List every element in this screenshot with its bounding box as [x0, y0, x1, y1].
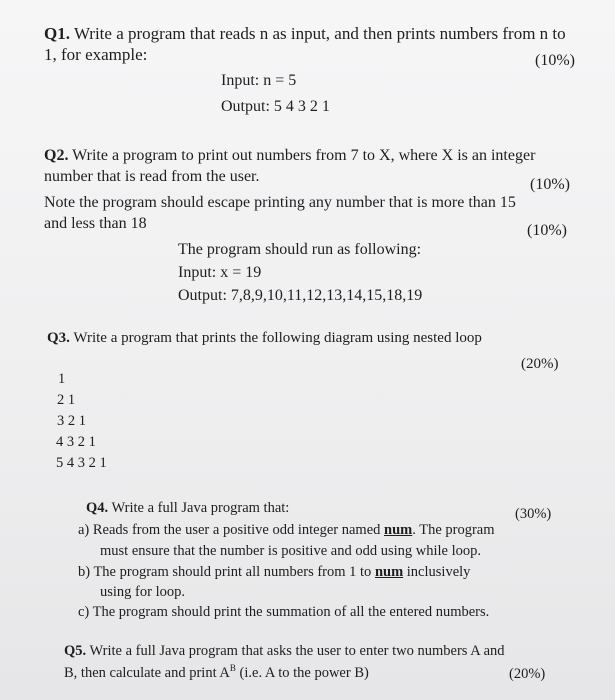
q2-number: Q2. — [44, 147, 69, 164]
q4-a-var: num — [384, 522, 413, 538]
q1-number: Q1. — [44, 24, 70, 43]
q4-line1 — [86, 500, 289, 517]
q2-output: Output: 7,8,9,10,11,12,13,14,15,18,19 — [178, 287, 423, 304]
q1-percent: (10%) — [535, 52, 575, 69]
q4-b-var: num — [374, 564, 404, 580]
q4-a-text-end: . The program — [412, 522, 495, 538]
q5-line1 — [64, 643, 505, 660]
q5-text: Write a full Java program that asks the user to enter two numbers A and — [89, 643, 505, 659]
q3-line1 — [47, 330, 482, 347]
diagram-row-1: 1 — [58, 371, 66, 387]
q1-text: Write a program that reads n as input, and then prints numbers from n to — [73, 24, 566, 43]
q2-text: Write a program to print out numbers from 7 to X, where X is an integer — [72, 147, 536, 164]
diagram-row-3: 3 2 1 — [57, 413, 86, 429]
q1-line1 — [44, 24, 566, 44]
q4-item-b-line1 — [78, 564, 470, 581]
q5-exponent: B — [229, 663, 236, 673]
q5-text-3: (i.e. A to the power B) — [235, 664, 369, 681]
q3-number: Q3. — [47, 330, 70, 346]
q2-note-line1: Note the program should escape printing any number that is more than 15 — [44, 194, 516, 211]
q2-line1 — [44, 147, 535, 165]
q5-number: Q5. — [64, 643, 87, 659]
diagram-row-2: 2 1 — [57, 392, 76, 408]
q4-item-a-line1 — [78, 522, 495, 539]
q1-input: Input: n = 5 — [221, 72, 297, 89]
diagram-row-5: 5 4 3 2 1 — [56, 455, 107, 471]
q1-output: Output: 5 4 3 2 1 — [221, 98, 330, 115]
q4-number: Q4. — [86, 500, 109, 516]
q1-line2: 1, for example: — [44, 45, 148, 64]
q3-percent: (20%) — [521, 356, 559, 372]
q4-item-a-line2: must ensure that the number is positive and odd using while loop. — [100, 543, 481, 559]
q2-input: Input: x = 19 — [178, 264, 262, 281]
q3-text: Write a program that prints the following diagram using nested loop — [73, 330, 482, 346]
q4-item-c: c) The program should print the summation of all the entered numbers. — [78, 604, 490, 620]
q4-b-text-end: inclusively — [403, 564, 471, 580]
q2-percent-1: (10%) — [530, 176, 570, 193]
q4-percent: (30%) — [515, 506, 552, 522]
q4-text: Write a full Java program that: — [111, 500, 290, 516]
q4-a-text: a) Reads from the user a positive odd integer named — [78, 522, 385, 538]
q2-note-line2: and less than 18 — [44, 215, 147, 232]
q2-line2: number that is read from the user. — [44, 168, 260, 185]
q5-line2 — [64, 663, 369, 682]
q4-b-text: b) The program should print all numbers from 1 to — [78, 564, 375, 580]
q5-percent: (20%) — [509, 666, 546, 682]
q5-text-2: B, then calculate and print A — [64, 664, 230, 681]
q2-run-caption: The program should run as following: — [178, 241, 422, 258]
diagram-row-4: 4 3 2 1 — [56, 434, 96, 450]
q2-percent-2: (10%) — [527, 222, 567, 239]
q4-item-b-line2: using for loop. — [100, 584, 185, 600]
